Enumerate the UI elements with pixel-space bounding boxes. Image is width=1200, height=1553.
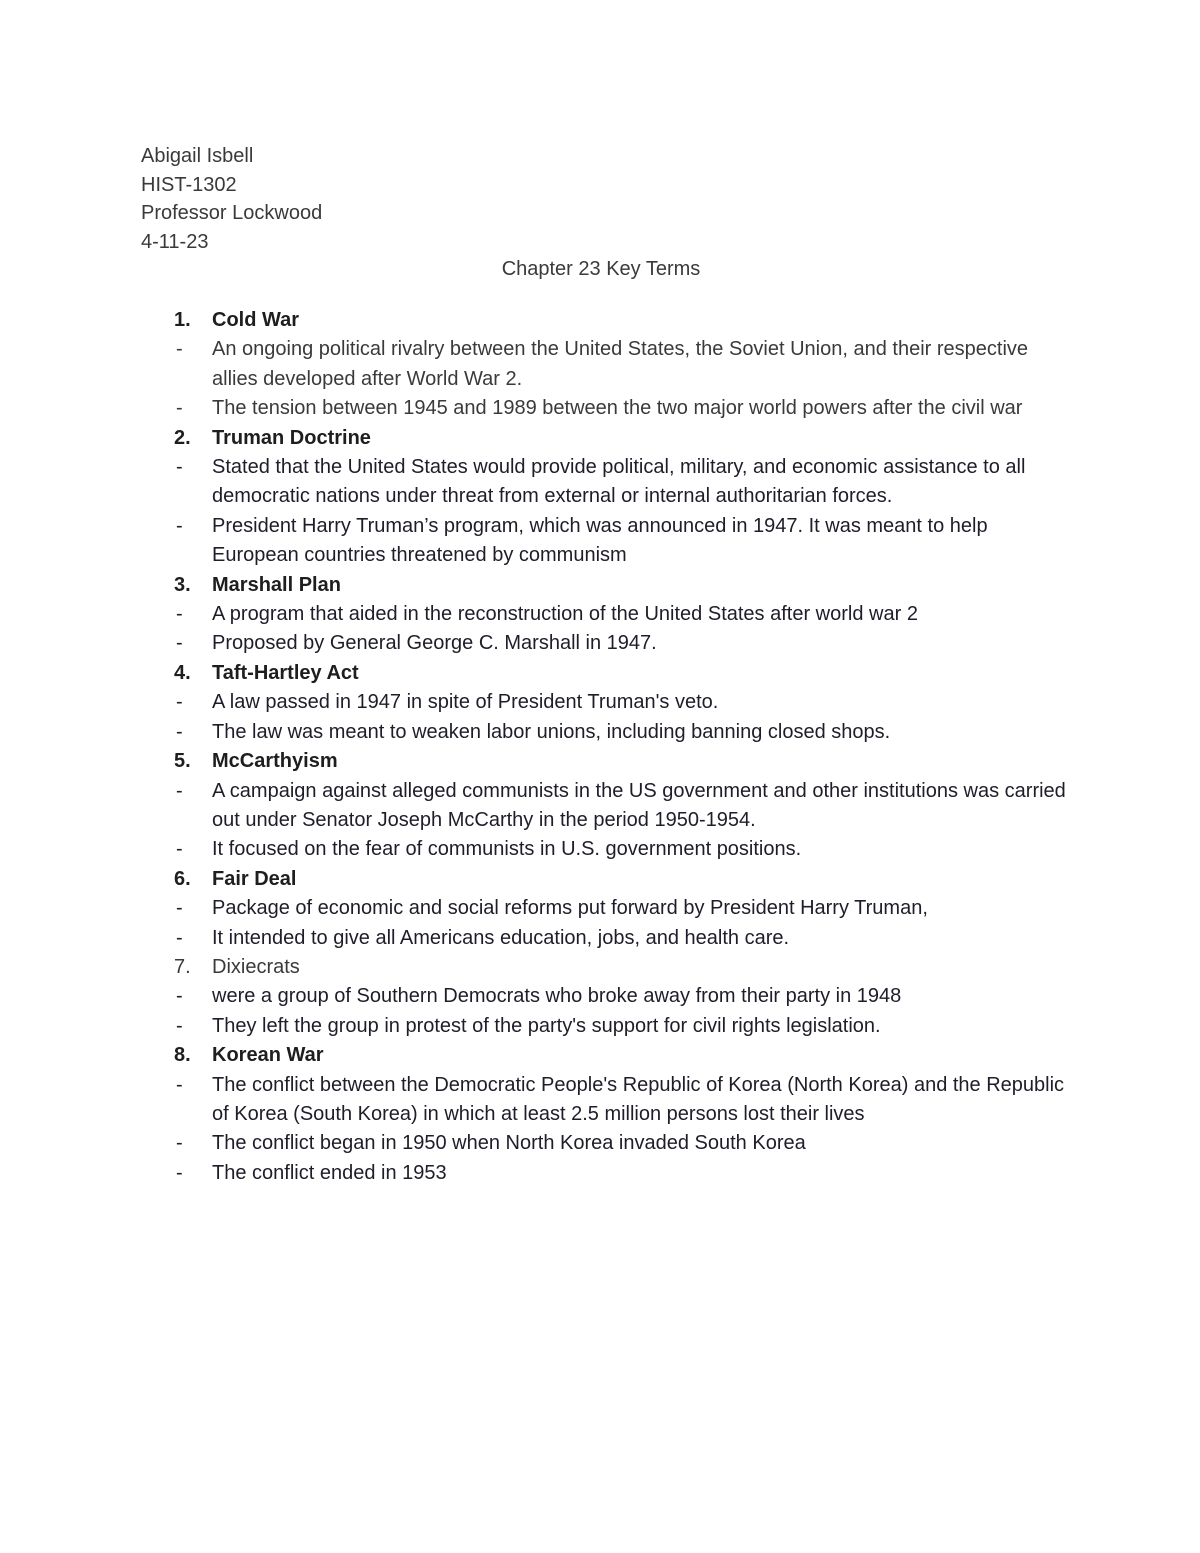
term-definition xyxy=(174,688,1074,717)
header-block xyxy=(141,142,322,256)
term-name: Dixiecrats xyxy=(212,955,300,978)
dash-bullet: - xyxy=(176,720,183,743)
term-definition xyxy=(174,1159,1074,1188)
definition-text: It focused on the fear of communists in U.S. government positions. xyxy=(212,838,802,861)
dash-bullet: - xyxy=(176,779,183,802)
dash-bullet: - xyxy=(176,1161,183,1184)
term-name: Fair Deal xyxy=(212,867,297,890)
term-name: Taft-Hartley Act xyxy=(212,661,359,684)
dash-bullet: - xyxy=(176,926,183,949)
professor-name: Professor Lockwood xyxy=(141,202,323,225)
term-definition xyxy=(174,453,1074,512)
term-name: McCarthyism xyxy=(212,750,338,773)
term-number: 3. xyxy=(174,573,191,596)
dash-bullet: - xyxy=(176,603,183,626)
definition-text: Package of economic and social reforms put forward by President Harry Truman, xyxy=(212,897,928,920)
term-definition xyxy=(174,924,1074,953)
term-definition xyxy=(174,982,1074,1011)
definition-text: President Harry Truman’s program, which was announced in 1947. It was meant to help European countries threatened by communism xyxy=(212,514,988,567)
term-name: Korean War xyxy=(212,1044,324,1067)
dash-bullet: - xyxy=(176,1073,183,1096)
definition-text: Proposed by General George C. Marshall in 1947. xyxy=(212,632,657,655)
dash-bullet: - xyxy=(176,838,183,861)
term-definition xyxy=(174,1071,1074,1130)
definition-text: A program that aided in the reconstruction of the United States after world war 2 xyxy=(212,603,918,626)
dash-bullet: - xyxy=(176,1014,183,1037)
dash-bullet: - xyxy=(176,632,183,655)
course-code: HIST-1302 xyxy=(141,173,237,196)
definition-text: The law was meant to weaken labor unions, including banning closed shops. xyxy=(212,720,891,743)
term-number: 5. xyxy=(174,750,191,773)
term-definition xyxy=(174,777,1074,836)
term-heading xyxy=(174,747,1074,776)
dash-bullet: - xyxy=(176,514,183,537)
term-number: 2. xyxy=(174,426,191,449)
definition-text: The conflict ended in 1953 xyxy=(212,1161,447,1184)
term-definition xyxy=(174,335,1074,394)
term-number: 6. xyxy=(174,867,191,890)
definition-text: The tension between 1945 and 1989 between the two major world powers after the civil war xyxy=(212,397,1023,420)
term-number: 1. xyxy=(174,309,191,331)
student-name: Abigail Isbell xyxy=(141,145,254,167)
dash-bullet: - xyxy=(176,985,183,1008)
definition-text: were a group of Southern Democrats who broke away from their party in 1948 xyxy=(212,985,902,1008)
term-number: 4. xyxy=(174,661,191,684)
dash-bullet: - xyxy=(176,338,183,361)
definition-text: It intended to give all Americans education, jobs, and health care. xyxy=(212,926,790,949)
dash-bullet: - xyxy=(176,456,183,479)
term-heading xyxy=(174,953,1074,982)
term-number: 8. xyxy=(174,1044,191,1067)
key-terms-list xyxy=(174,306,1074,1188)
definition-text: The conflict between the Democratic People's Republic of Korea (North Korea) and the Republic of Korea (South Korea) in which at least 2.5 million persons lost their lives xyxy=(212,1073,1065,1125)
term-definition xyxy=(174,1129,1074,1158)
term-definition xyxy=(174,600,1074,629)
definition-text: An ongoing political rivalry between the United States, the Soviet Union, and their respective allies developed after World War 2. xyxy=(212,338,1029,390)
term-heading xyxy=(174,659,1074,688)
document-date: 4-11-23 xyxy=(141,230,209,253)
definition-text: They left the group in protest of the party's support for civil rights legislation. xyxy=(212,1014,881,1037)
term-definition xyxy=(174,718,1074,747)
term-definition xyxy=(174,629,1074,658)
term-name: Cold War xyxy=(212,309,300,331)
dash-bullet: - xyxy=(176,897,183,920)
term-heading xyxy=(174,306,1074,335)
definition-text: The conflict began in 1950 when North Korea invaded South Korea xyxy=(212,1132,806,1155)
term-heading xyxy=(174,571,1074,600)
term-definition xyxy=(174,894,1074,923)
term-name: Marshall Plan xyxy=(212,573,341,596)
dash-bullet: - xyxy=(176,1132,183,1155)
term-heading xyxy=(174,1041,1074,1070)
document-title: Chapter 23 Key Terms xyxy=(501,258,701,280)
definition-text: Stated that the United States would provide political, military, and economic assistance to all democratic nations under threat from external or internal authoritarian forces. xyxy=(212,456,1026,508)
term-definition xyxy=(174,835,1074,864)
term-heading xyxy=(174,865,1074,894)
term-definition xyxy=(174,394,1074,423)
definition-text: A law passed in 1947 in spite of President Truman's veto. xyxy=(212,691,719,714)
dash-bullet: - xyxy=(176,397,183,420)
term-number: 7. xyxy=(174,955,191,978)
dash-bullet: - xyxy=(176,691,183,714)
definition-text: A campaign against alleged communists in the US government and other institutions was carried out under Senator Joseph McCarthy in the period 1950-1954. xyxy=(212,779,1066,831)
term-definition xyxy=(174,512,1074,571)
term-heading xyxy=(174,424,1074,453)
term-name: Truman Doctrine xyxy=(212,426,371,449)
term-definition xyxy=(174,1012,1074,1041)
